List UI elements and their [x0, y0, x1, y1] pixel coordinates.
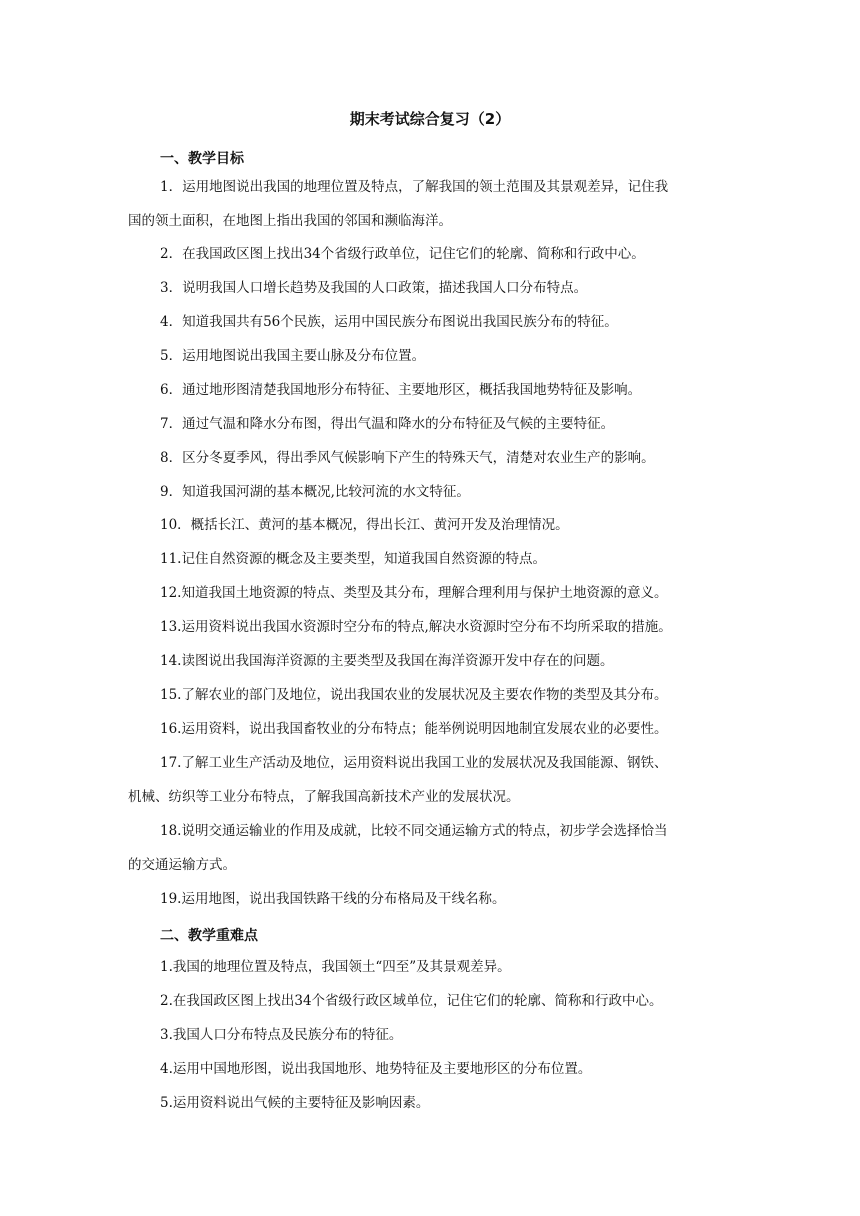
section-heading-objectives: 一、教学目标	[160, 151, 244, 167]
list-item: 2.在我国政区图上找出34个省级行政区域单位，记住它们的轮廓、简称和行政中心。	[160, 993, 663, 1009]
list-item: 13.运用资料说出我国水资源时空分布的特点,解决水资源时空分布不均所采取的措施。	[160, 619, 672, 635]
list-item: 14.读图说出我国海洋资源的主要类型及我国在海洋资源开发中存在的问题。	[160, 653, 614, 669]
list-item: 2．在我国政区图上找出34个省级行政单位，记住它们的轮廓、简称和行政中心。	[160, 246, 645, 262]
list-item: 17.了解工业生产活动及地位，运用资料说出我国工业的发展状况及我国能源、钢铁、	[160, 755, 668, 771]
list-item: 3.我国人口分布特点及民族分布的特征。	[160, 1027, 403, 1043]
list-item: 3．说明我国人口增长趋势及我国的人口政策，描述我国人口分布特点。	[160, 280, 588, 296]
list-item-continuation: 国的领土面积，在地图上指出我国的邻国和濒临海洋。	[128, 213, 452, 229]
list-item: 4.运用中国地形图，说出我国地形、地势特征及主要地形区的分布位置。	[160, 1061, 592, 1077]
list-item-continuation: 的交通运输方式。	[128, 857, 236, 873]
list-item: 19.运用地图，说出我国铁路干线的分布格局及干线名称。	[160, 891, 506, 907]
list-item: 12.知道我国土地资源的特点、类型及其分布，理解合理利用与保护土地资源的意义。	[160, 585, 668, 601]
list-item: 10．概括长江、黄河的基本概况，得出长江、黄河开发及治理情况。	[160, 517, 569, 533]
list-item: 1．运用地图说出我国的地理位置及特点，了解我国的领土范围及其景观差异，记住我	[160, 179, 669, 195]
list-item: 4．知道我国共有56个民族，运用中国民族分布图说出我国民族分布的特征。	[160, 314, 618, 330]
list-item: 1.我国的地理位置及特点，我国领土“四至”及其景观差异。	[160, 959, 511, 975]
list-item-continuation: 机械、纺织等工业分布特点，了解我国高新技术产业的发展状况。	[128, 789, 520, 805]
list-item: 11.记住自然资源的概念及主要类型，知道我国自然资源的特点。	[160, 551, 546, 567]
list-item: 8．区分冬夏季风，得出季风气候影响下产生的特殊天气，清楚对农业生产的影响。	[160, 450, 655, 466]
list-item: 5.运用资料说出气候的主要特征及影响因素。	[160, 1095, 430, 1111]
page-title: 期末考试综合复习（2）	[349, 110, 511, 128]
list-item: 7．通过气温和降水分布图，得出气温和降水的分布特征及气候的主要特征。	[160, 416, 615, 432]
list-item: 6．通过地形图清楚我国地形分布特征、主要地形区，概括我国地势特征及影响。	[160, 382, 642, 398]
list-item: 9．知道我国河湖的基本概况,比较河流的水文特征。	[160, 484, 470, 500]
section-heading-key-points: 二、教学重难点	[160, 928, 258, 944]
list-item: 5．运用地图说出我国主要山脉及分布位置。	[160, 348, 426, 364]
list-item: 15.了解农业的部门及地位，说出我国农业的发展状况及主要农作物的类型及其分布。	[160, 687, 668, 703]
list-item: 18.说明交通运输业的作用及成就，比较不同交通运输方式的特点，初步学会选择恰当	[160, 823, 668, 839]
list-item: 16.运用资料，说出我国畜牧业的分布特点；能举例说明因地制宜发展农业的必要性。	[160, 721, 668, 737]
